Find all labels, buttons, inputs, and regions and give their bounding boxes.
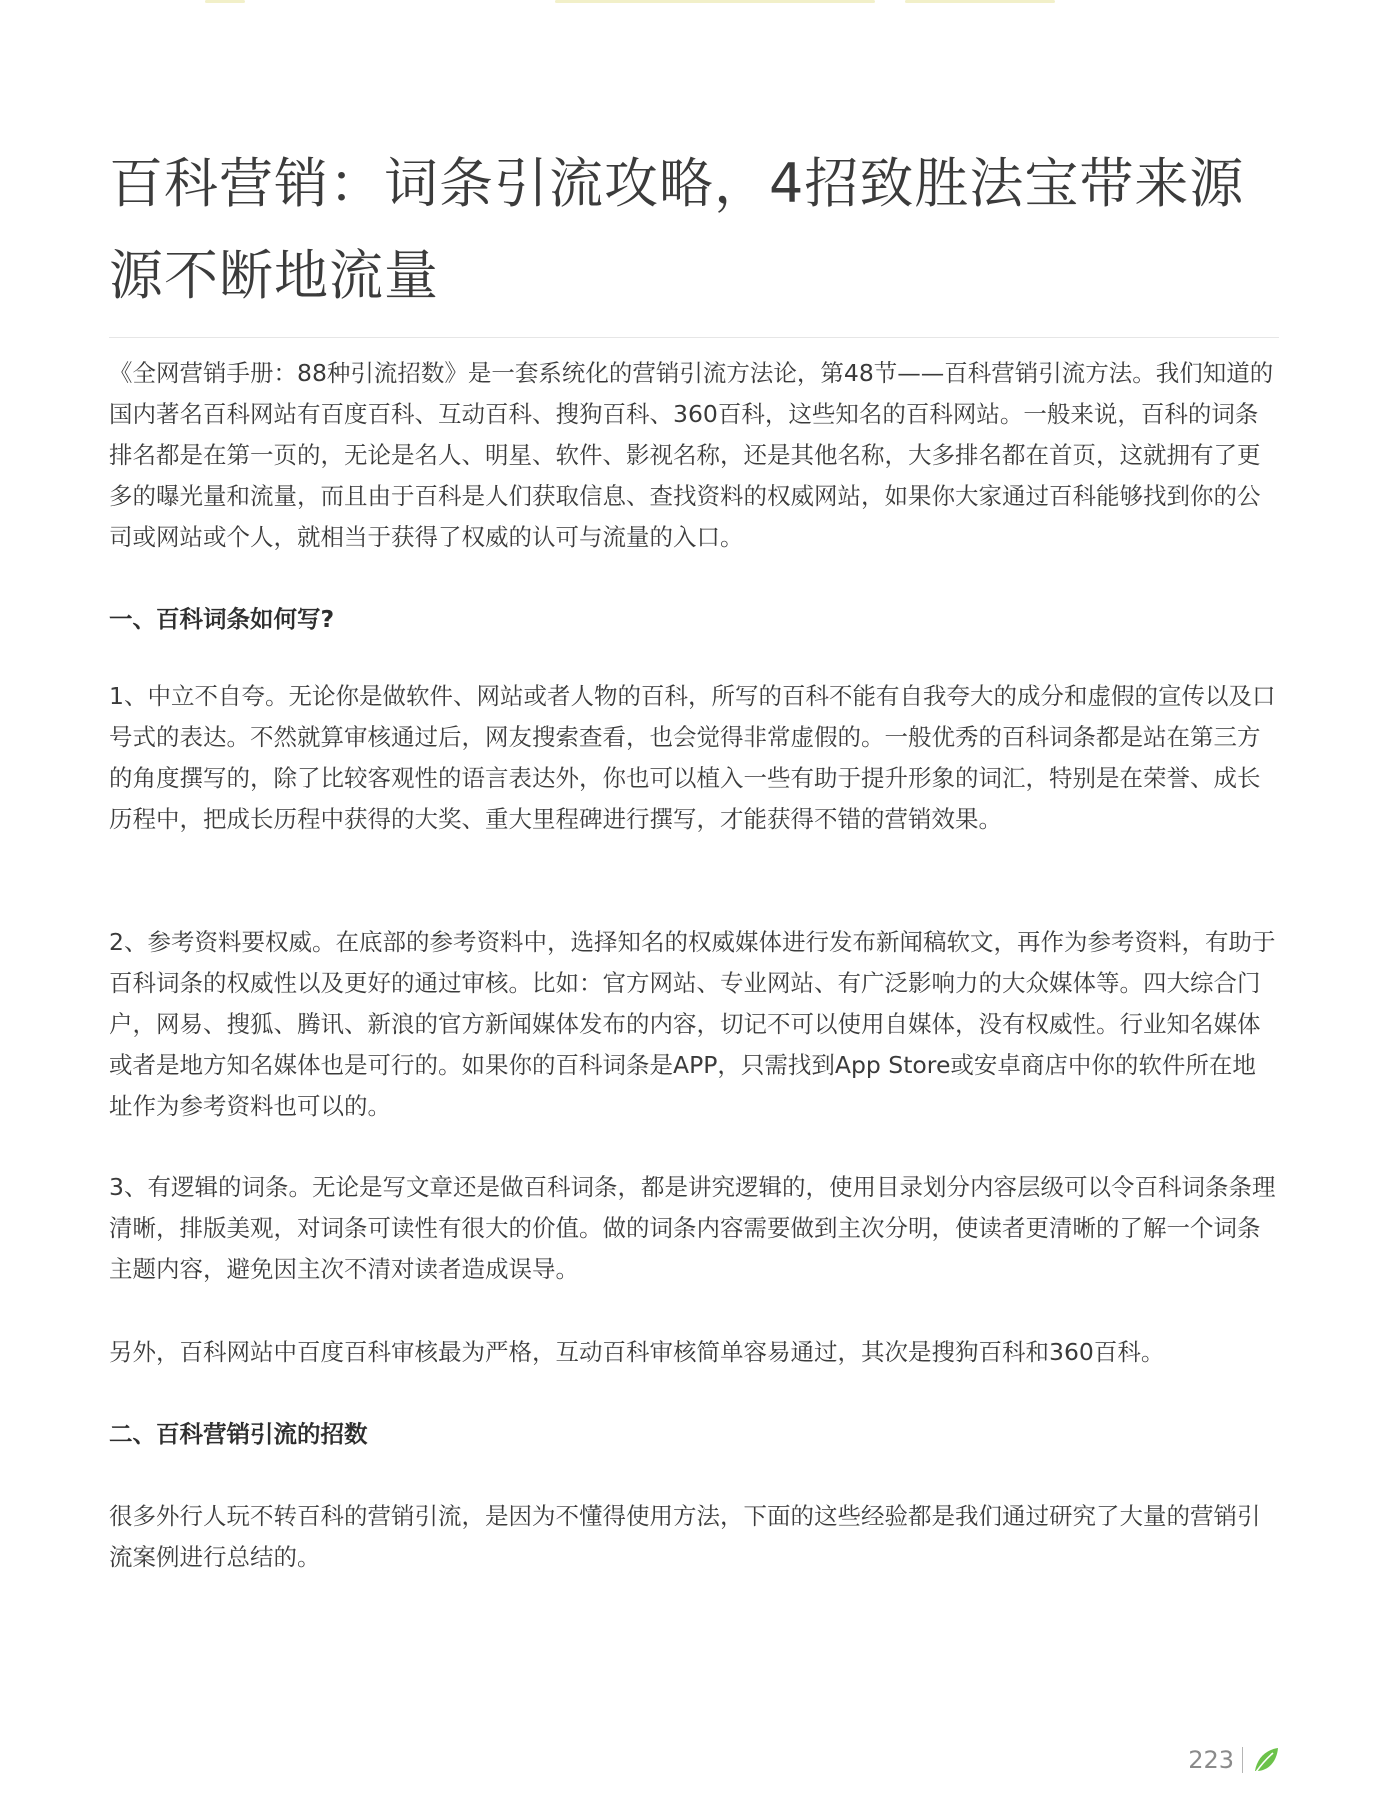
top-edge-strip [0, 0, 1391, 8]
closing-paragraph: 很多外行人玩不转百科的营销引流，是因为不懂得使用方法，下面的这些经验都是我们通过研究了大量的营销引流案例进行总结的。 [109, 1502, 1261, 1571]
footer-separator [1242, 1747, 1243, 1773]
page-footer [1188, 1745, 1281, 1775]
top-edge-mark [555, 0, 875, 3]
point-paragraph-1: 1、中立不自夸。无论你是做软件、网站或者人物的百科，所写的百科不能有自我夸大的成分和虚假的宣传以及口号式的表达。不然就算审核通过后，网友搜索查看，也会觉得非常虚假的。一般优秀的百科词条都是站在第三方的角度撰写的，除了比较客观性的语言表达外，你也可以植入一些有助于提升形象的词汇，特别是在荣誉、成长历程中，把成长历程中获得的大奖、重大里程碑进行撰写，才能获得不错的营销效果。 [109, 682, 1276, 833]
section-heading-2: 二、百科营销引流的招数 [109, 1420, 368, 1448]
page-number: 223 [1188, 1746, 1234, 1774]
point-paragraph-2: 2、参考资料要权威。在底部的参考资料中，选择知名的权威媒体进行发布新闻稿软文，再作为参考资料，有助于百科词条的权威性以及更好的通过审核。比如：官方网站、专业网站、有广泛影响力的大众媒体等。四大综合门户，网易、搜狐、腾讯、新浪的官方新闻媒体发布的内容，切记不可以使用自媒体，没有权威性。行业知名媒体或者是地方知名媒体也是可行的。如果你的百科词条是APP，只需找到App Store或安卓商店中你的软件所在地址作为参考资料也可以的。 [109, 928, 1276, 1120]
top-edge-mark [905, 0, 1055, 3]
point-paragraph-3: 3、有逻辑的词条。无论是写文章还是做百科词条，都是讲究逻辑的，使用目录划分内容层级可以令百科词条条理清晰，排版美观，对词条可读性有很大的价值。做的词条内容需要做到主次分明，使读者更清晰的了解一个词条主题内容，避免因主次不清对读者造成误导。 [109, 1173, 1276, 1283]
green-leaf-icon [1251, 1745, 1281, 1775]
note-paragraph: 另外，百科网站中百度百科审核最为严格，互动百科审核简单容易通过，其次是搜狗百科和360百科。 [109, 1338, 1165, 1366]
top-edge-mark [205, 0, 245, 3]
intro-paragraph: 《全网营销手册：88种引流招数》是一套系统化的营销引流方法论，第48节——百科营销引流方法。我们知道的国内著名百科网站有百度百科、互动百科、搜狗百科、360百科，这些知名的百科网站。一般来说，百科的词条排名都是在第一页的，无论是名人、明星、软件、影视名称，还是其他名称，大多排名都在首页，这就拥有了更多的曝光量和流量，而且由于百科是人们获取信息、查找资料的权威网站，如果你大家通过百科能够找到你的公司或网站或个人，就相当于获得了权威的认可与流量的入口。 [109, 359, 1274, 551]
article-title: 百科营销：词条引流攻略，4招致胜法宝带来源源不断地流量 [109, 152, 1245, 307]
section-heading-1: 一、百科词条如何写? [109, 605, 335, 633]
title-divider [109, 337, 1279, 338]
